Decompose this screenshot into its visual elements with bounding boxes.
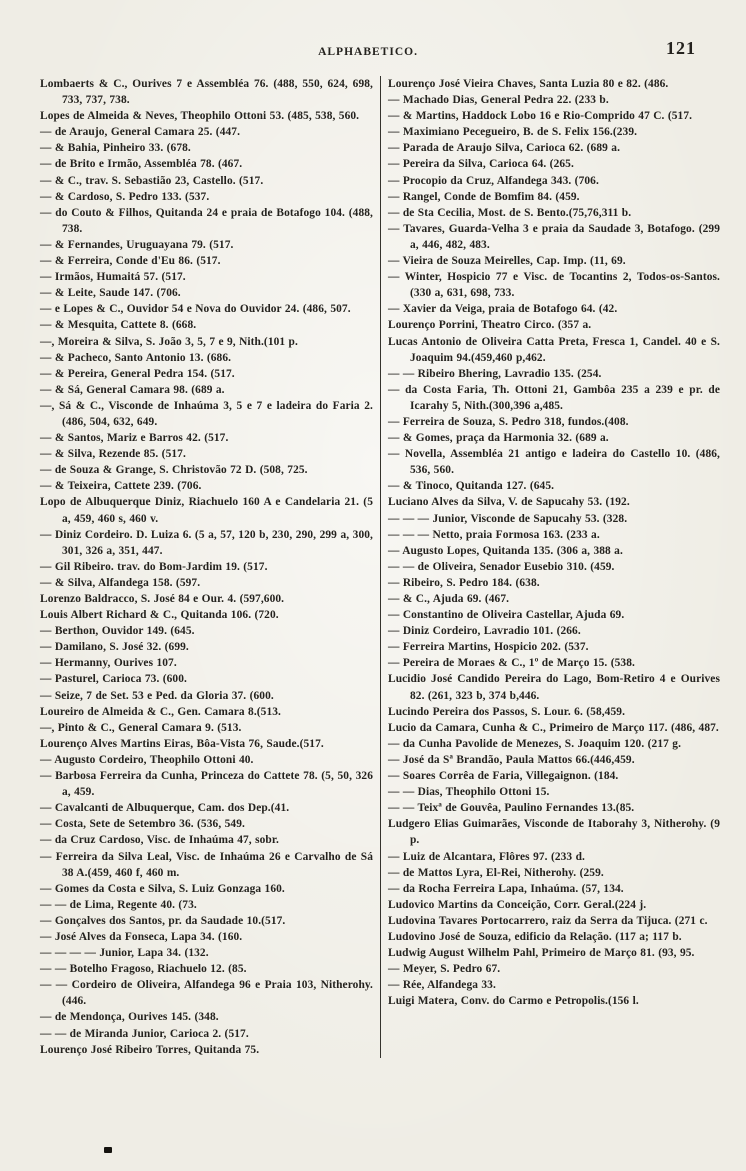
directory-entry: Lourenço José Vieira Chaves, Santa Luzia 80 e 82. (486. [388, 78, 669, 90]
directory-entry: — — de Miranda Junior, Carioca 2. (517. [40, 1027, 249, 1040]
directory-entry: Lucindo Pereira dos Passos, S. Lour. 6. (58,459. [388, 705, 626, 718]
directory-entry: — de Mendonça, Ourives 145. (348. [40, 1011, 219, 1024]
running-header: ALPHABETICO. [318, 46, 418, 58]
directory-entry: Luciano Alves da Silva, V. de Sapucahy 53. (192. [388, 496, 630, 509]
directory-entry: — Ferreira da Silva Leal, Visc. de Inhaúma 26 e Carvalho de Sá 38 A.(459, 460 f, 460 m. [40, 850, 373, 879]
directory-entry: — — Dias, Theophilo Ottoni 15. [388, 786, 550, 799]
directory-entry: Lopes de Almeida & Neves, Theophilo Ottoni 53. (485, 538, 560. [40, 110, 360, 123]
directory-entry: — e Lopes & C., Ouvidor 54 e Nova do Ouvidor 24. (486, 507. [40, 303, 351, 316]
directory-entry: — da Rocha Ferreira Lapa, Inhaúma. (57, 134. [388, 882, 624, 895]
directory-entry: — — Teixª de Gouvêa, Paulino Fernandes 13.(85. [388, 802, 635, 815]
directory-entry: — Augusto Lopes, Quitanda 135. (306 a, 388 a. [388, 544, 623, 557]
directory-entry: — Rangel, Conde de Bomfim 84. (459. [388, 190, 580, 203]
directory-entry: —, Pinto & C., General Camara 9. (513. [40, 721, 242, 734]
directory-entry: — de Souza & Grange, S. Christovão 72 D. (508, 725. [40, 464, 308, 477]
directory-entry: Ludovina Tavares Portocarrero, raiz da Serra da Tijuca. (271 c. [388, 914, 708, 927]
directory-entry: — — Cordeiro de Oliveira, Alfandega 96 e Praia 103, Nitherohy. (446. [40, 979, 373, 1008]
directory-entry: — Costa, Sete de Setembro 36. (536, 549. [40, 818, 245, 831]
left-column [40, 76, 380, 1058]
directory-entry: — — — — Junior, Lapa 34. (132. [40, 947, 209, 960]
directory-entry: — — de Lima, Regente 40. (73. [40, 898, 197, 911]
directory-entry: — da Cunha Pavolide de Menezes, S. Joaquim 120. (217 g. [388, 737, 682, 750]
directory-entry: — Tavares, Guarda-Velha 3 e praia da Saudade 3, Botafogo. (299 a, 446, 482, 483. [388, 222, 720, 251]
directory-entry: Lourenço José Ribeiro Torres, Quitanda 75. [40, 1043, 260, 1056]
directory-entry: Ludwig August Wilhelm Pahl, Primeiro de Março 81. (93, 95. [388, 947, 695, 960]
directory-entry: — & Martins, Haddock Lobo 16 e Rio-Comprido 47 C. (517. [388, 110, 693, 123]
directory-entry: — Irmãos, Humaitá 57. (517. [40, 271, 186, 284]
directory-entry: Lopo de Albuquerque Diniz, Riachuelo 160 A e Candelaria 21. (5 a, 459, 460 s, 460 v. [40, 496, 373, 525]
directory-entry: — & Pacheco, Santo Antonio 13. (686. [40, 351, 232, 364]
directory-entry: — — Botelho Fragoso, Riachuelo 12. (85. [40, 963, 247, 976]
directory-entry: — Augusto Cordeiro, Theophilo Ottoni 40. [40, 753, 254, 766]
directory-entry: — & Ferreira, Conde d'Eu 86. (517. [40, 255, 221, 268]
directory-entry: — Procopio da Cruz, Alfandega 343. (706. [388, 174, 599, 187]
directory-entry: — Xavier da Veiga, praia de Botafogo 64. (42. [388, 303, 618, 316]
directory-entry: — Pasturel, Carioca 73. (600. [40, 673, 187, 686]
directory-entry: Lourenço Alves Martins Eiras, Bôa-Vista 76, Saude.(517. [40, 737, 324, 750]
directory-entry: — Diniz Cordeiro. D. Luiza 6. (5 a, 57, 120 b, 230, 290, 299 a, 300, 301, 326 a, 351, 447. [40, 528, 373, 557]
directory-entry: — Gomes da Costa e Silva, S. Luiz Gonzaga 160. [40, 882, 285, 895]
directory-entry: — Ferreira de Souza, S. Pedro 318, fundos.(408. [388, 415, 629, 428]
directory-entry: — Maximiano Pecegueiro, B. de S. Felix 156.(239. [388, 126, 638, 139]
page-number: 121 [666, 38, 696, 58]
running-header-row [40, 38, 720, 64]
directory-entry: — de Mattos Lyra, El-Rei, Nitherohy. (259. [388, 866, 604, 879]
directory-entry: — da Costa Faria, Th. Ottoni 21, Gambôa 235 a 239 e pr. de Icarahy 5, Nith.(300,396 a,485. [388, 383, 720, 412]
directory-entry: — — — Netto, praia Formosa 163. (233 a. [388, 528, 600, 541]
directory-entry: — & Silva, Alfandega 158. (597. [40, 576, 201, 589]
directory-entry: — Hermanny, Ourives 107. [40, 657, 177, 670]
directory-entry: — Ribeiro, S. Pedro 184. (638. [388, 576, 540, 589]
directory-entry: — & Sá, General Camara 98. (689 a. [40, 383, 225, 396]
directory-entry: — do Couto & Filhos, Quitanda 24 e praia de Botafogo 104. (488, 738. [40, 206, 373, 235]
directory-entry: — de Brito e Irmão, Assembléa 78. (467. [40, 158, 243, 171]
directory-entry: — Machado Dias, General Pedra 22. (233 b. [388, 94, 609, 107]
directory-entry: Lucidio José Candido Pereira do Lago, Bom-Retiro 4 e Ourives 82. (261, 323 b, 374 b,446. [388, 673, 720, 702]
directory-entry: — Constantino de Oliveira Castellar, Ajuda 69. [388, 609, 625, 622]
directory-entry: — & C., Ajuda 69. (467. [388, 593, 510, 605]
directory-entry: Ludovino José de Souza, edificio da Relação. (117 a; 117 b. [388, 930, 682, 943]
directory-entry: Ludovico Martins da Conceição, Corr. Geral.(224 j. [388, 898, 647, 911]
directory-entry: — Damilano, S. José 32. (699. [40, 641, 189, 654]
directory-entry: — Pereira da Silva, Carioca 64. (265. [388, 158, 574, 171]
directory-entry: — Pereira de Moraes & C., 1º de Março 15. (538. [388, 657, 635, 670]
directory-entry: — Rée, Alfandega 33. [388, 979, 496, 992]
directory-entry: Lourenço Porrini, Theatro Circo. (357 a. [388, 319, 592, 332]
right-column [380, 76, 720, 1058]
directory-entry: — Ferreira Martins, Hospicio 202. (537. [388, 641, 589, 654]
directory-entry: — Gil Ribeiro. trav. do Bom-Jardim 19. (517. [40, 560, 268, 573]
directory-entry: — Gonçalves dos Santos, pr. da Saudade 10.(517. [40, 914, 286, 927]
directory-entry: Lombaerts & C., Ourives 7 e Assembléa 76. (488, 550, 624, 698, 733, 737, 738. [40, 78, 373, 107]
directory-entry: Lucas Antonio de Oliveira Catta Preta, Fresca 1, Candel. 40 e S. Joaquim 94.(459,460 p,462. [388, 335, 720, 364]
directory-entry: Loureiro de Almeida & C., Gen. Camara 8.(513. [40, 705, 282, 718]
directory-entry: — Barbosa Ferreira da Cunha, Princeza do Cattete 78. (5, 50, 326 a, 459. [40, 770, 373, 799]
directory-entry: — & Leite, Saude 147. (706. [40, 287, 181, 300]
directory-entry: — Meyer, S. Pedro 67. [388, 963, 501, 976]
directory-entry: — & Cardoso, S. Pedro 133. (537. [40, 190, 210, 203]
directory-entry: — de Araujo, General Camara 25. (447. [40, 126, 241, 139]
directory-entry: — & Gomes, praça da Harmonia 32. (689 a. [388, 432, 609, 445]
directory-entry: — — — Junior, Visconde de Sapucahy 53. (328. [388, 512, 628, 525]
two-column-body [40, 76, 720, 1058]
directory-entry: — Parada de Araujo Silva, Carioca 62. (689 a. [388, 142, 621, 155]
directory-entry: Lorenzo Baldracco, S. José 84 e Our. 4. (597,600. [40, 593, 285, 605]
directory-entry: Ludgero Elias Guimarães, Visconde de Itaborahy 3, Nitherohy. (9 p. [388, 818, 720, 847]
directory-entry: Luigi Matera, Conv. do Carmo e Petropolis.(156 l. [388, 995, 639, 1008]
directory-entry: — & Fernandes, Uruguayana 79. (517. [40, 238, 234, 251]
directory-entry: — & Silva, Rezende 85. (517. [40, 448, 186, 461]
ink-mark [104, 1147, 112, 1153]
directory-entry: — & Bahia, Pinheiro 33. (678. [40, 142, 191, 155]
directory-entry: — Soares Corrêa de Faria, Villegaignon. (184. [388, 770, 619, 783]
directory-entry: — de Sta Cecilia, Most. de S. Bento.(75,76,311 b. [388, 206, 632, 219]
directory-entry: — Seize, 7 de Set. 53 e Ped. da Gloria 37. (600. [40, 689, 274, 702]
directory-entry: — José Alves da Fonseca, Lapa 34. (160. [40, 930, 243, 943]
directory-entry: — Berthon, Ouvidor 149. (645. [40, 625, 195, 638]
directory-entry: — & Teixeira, Cattete 239. (706. [40, 480, 202, 493]
directory-entry: Louis Albert Richard & C., Quitanda 106. (720. [40, 609, 279, 622]
directory-entry: — Diniz Cordeiro, Lavradio 101. (266. [388, 625, 581, 638]
directory-entry: — Vieira de Souza Meirelles, Cap. Imp. (11, 69. [388, 255, 626, 268]
directory-entry: —, Sá & C., Visconde de Inhaúma 3, 5 e 7 e ladeira do Faria 2. (486, 504, 632, 649. [40, 399, 373, 428]
directory-entry: — & Santos, Mariz e Barros 42. (517. [40, 432, 229, 445]
directory-entry: Lucio da Camara, Cunha & C., Primeiro de Março 117. (486, 487. [388, 721, 719, 734]
directory-entry: — Luiz de Alcantara, Flôres 97. (233 d. [388, 850, 585, 863]
directory-entry: — Cavalcanti de Albuquerque, Cam. dos Dep.(41. [40, 802, 290, 815]
directory-entry: — da Cruz Cardoso, Visc. de Inhaúma 47, sobr. [40, 834, 279, 847]
directory-entry: — & Tinoco, Quitanda 127. (645. [388, 480, 555, 493]
directory-entry: — José da Sª Brandão, Paula Mattos 66.(446,459. [388, 753, 635, 766]
directory-entry: — & Pereira, General Pedra 154. (517. [40, 367, 235, 380]
directory-entry: —, Moreira & Silva, S. João 3, 5, 7 e 9, Nith.(101 p. [40, 335, 298, 348]
directory-entry: — & C., trav. S. Sebastião 23, Castello. (517. [40, 174, 264, 187]
directory-entry: — — Ribeiro Bhering, Lavradio 135. (254. [388, 367, 602, 380]
directory-entry: — — de Oliveira, Senador Eusebio 310. (459. [388, 560, 615, 573]
directory-entry: — Novella, Assembléa 21 antigo e ladeira do Castello 10. (486, 536, 560. [388, 448, 720, 477]
directory-entry: — & Mesquita, Cattete 8. (668. [40, 319, 197, 332]
directory-entry: — Winter, Hospicio 77 e Visc. de Tocantins 2, Todos-os-Santos. (330 a, 631, 698, 733. [388, 271, 720, 300]
